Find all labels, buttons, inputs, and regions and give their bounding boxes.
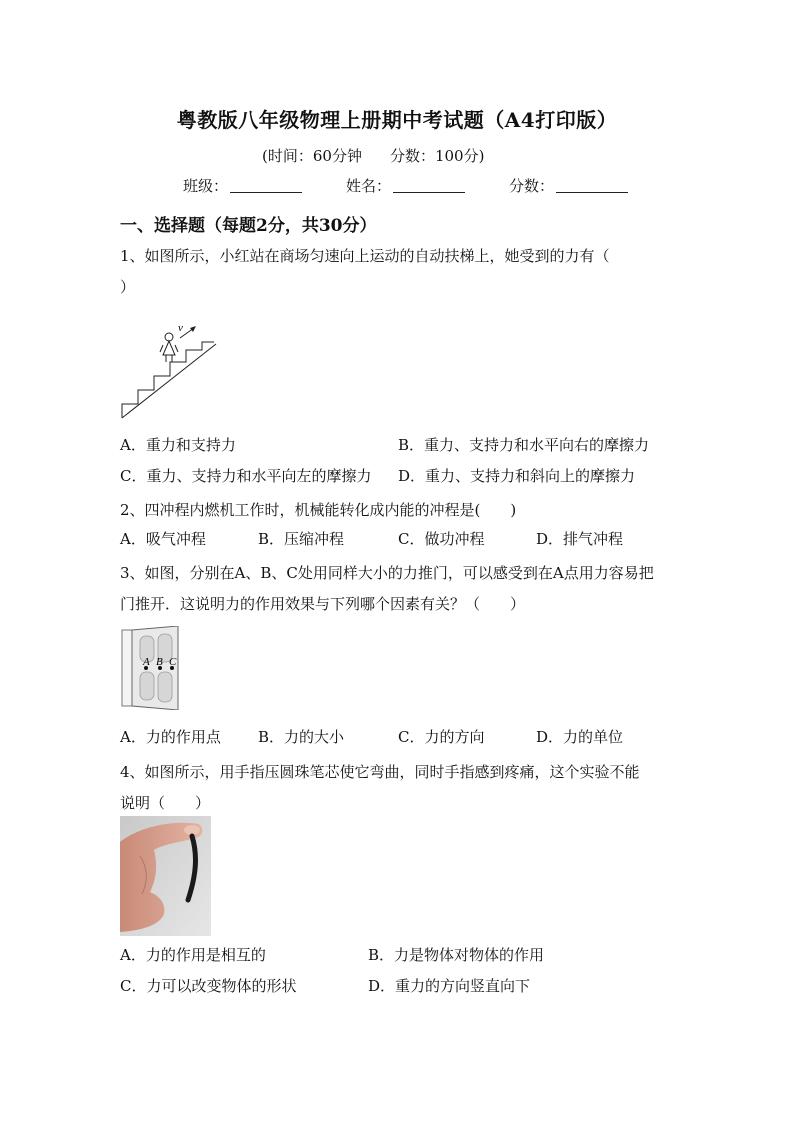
q4-option-a[interactable]: A．力的作用是相互的 xyxy=(120,946,266,964)
name-label: 姓名： xyxy=(346,177,392,195)
q2-option-c[interactable]: C．做功冲程 xyxy=(398,530,485,548)
q1-option-b[interactable]: B．重力、支持力和水平向右的摩擦力 xyxy=(398,436,650,454)
class-label: 班级： xyxy=(183,177,229,195)
escalator-figure xyxy=(118,318,220,422)
score-label: 分数： xyxy=(509,177,555,195)
door-point-b: B xyxy=(156,656,163,668)
class-blank xyxy=(230,176,302,193)
door-figure xyxy=(120,626,182,710)
door-point-a: A xyxy=(143,656,150,668)
student-info-fields xyxy=(183,175,628,196)
q2-option-a[interactable]: A．吸气冲程 xyxy=(120,530,206,548)
q2-option-b[interactable]: B．压缩冲程 xyxy=(258,530,345,548)
q1-option-a[interactable]: A．重力和支持力 xyxy=(120,436,236,454)
q3-option-d[interactable]: D．力的单位 xyxy=(536,728,624,746)
q4-option-b[interactable]: B．力是物体对物体的作用 xyxy=(368,946,545,964)
velocity-label: v xyxy=(178,322,183,334)
question-2: 2、四冲程内燃机工作时，机械能转化成内能的冲程是( ) xyxy=(120,501,517,519)
q3-option-b[interactable]: B．力的大小 xyxy=(258,728,345,746)
question-4-line-2: 说明（ ） xyxy=(120,794,211,812)
time-limit: (时间：60分钟 xyxy=(262,147,362,165)
question-4-line-1: 4、如图所示，用手指压圆珠笔芯使它弯曲，同时手指感到疼痛，这个实验不能 xyxy=(120,763,640,781)
finger-pen-photo xyxy=(120,816,211,936)
total-score: 分数：100分) xyxy=(389,147,485,165)
q3-option-c[interactable]: C．力的方向 xyxy=(398,728,485,746)
door-point-c: C xyxy=(169,656,177,668)
question-3-line-1: 3、如图，分别在A、B、C处用同样大小的力推门，可以感受到在A点用力容易把 xyxy=(120,564,654,582)
question-1-line-2: ） xyxy=(120,278,136,296)
q3-option-a[interactable]: A．力的作用点 xyxy=(120,728,221,746)
question-1-line-1: 1、如图所示，小红站在商场匀速向上运动的自动扶梯上，她受到的力有（ xyxy=(120,247,610,265)
score-blank xyxy=(556,176,628,193)
section-heading: 一、选择题（每题2分，共30分） xyxy=(120,216,377,236)
q2-option-d[interactable]: D．排气冲程 xyxy=(536,530,624,548)
exam-info xyxy=(262,145,484,166)
question-3-line-2: 门推开．这说明力的作用效果与下列哪个因素有关？（ ） xyxy=(120,595,526,613)
name-blank xyxy=(393,176,465,193)
q1-option-c[interactable]: C．重力、支持力和水平向左的摩擦力 xyxy=(120,467,372,485)
q1-option-d[interactable]: D．重力、支持力和斜向上的摩擦力 xyxy=(398,467,636,485)
page-title: 粤教版八年级物理上册期中考试题（A4打印版） xyxy=(176,108,618,132)
q4-option-c[interactable]: C．力可以改变物体的形状 xyxy=(120,977,297,995)
q4-option-d[interactable]: D．重力的方向竖直向下 xyxy=(368,977,531,995)
